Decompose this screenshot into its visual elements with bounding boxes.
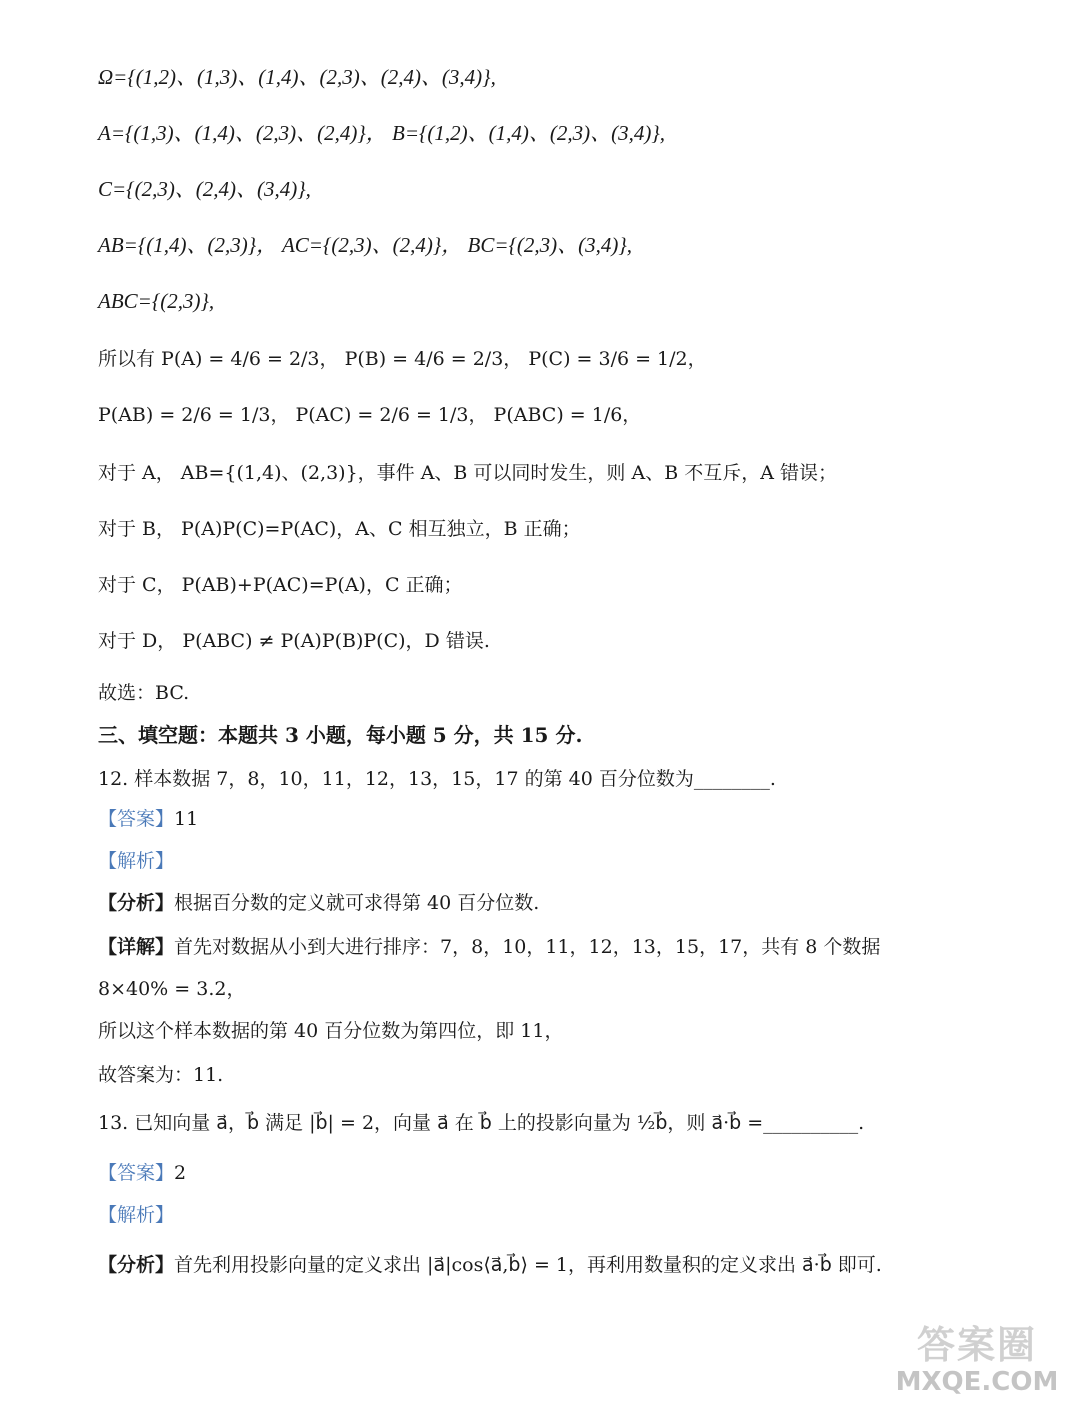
- q12-analysis-tag: 【解析】: [98, 850, 175, 872]
- sample-space-line: Ω={(1,2)、(1,3)、(1,4)、(2,3)、(2,4)、(3,4)},: [98, 65, 496, 89]
- q13-fenxi-row: [98, 1250, 1020, 1280]
- fenxi-text: 根据百分数的定义就可求得第 40 百分位数.: [174, 892, 540, 914]
- q12-final-answer: 故答案为：11.: [98, 1064, 224, 1086]
- watermark-domain: MXQE.COM: [895, 1367, 1059, 1397]
- option-a-line: 对于 A， AB={(1,4)、(2,3)}，事件 A、B 可以同时发生，则 A、B 不互斥，A 错误；: [98, 462, 837, 484]
- answer-tag: 【答案】: [98, 1162, 175, 1184]
- fenxi-tag: 【分析】: [98, 892, 175, 914]
- q12-fenxi-row: [98, 888, 1020, 918]
- answer-value: 2: [174, 1162, 187, 1184]
- q12-xiangjie-row: [98, 932, 1020, 962]
- question-13: 13. 已知向量 a⃗，b⃗ 满足 |b⃗| = 2，向量 a⃗ 在 b⃗ 上的投影向量为 ½b⃗，则 a⃗·b⃗ =__________.: [98, 1112, 865, 1134]
- watermark-logo-text: 答案圈: [916, 1323, 1037, 1367]
- choose-line: 故选：BC.: [98, 682, 190, 704]
- option-c-line: 对于 C， P(AB)+P(AC)=P(A)，C 正确；: [98, 574, 463, 596]
- answer-value: 11: [174, 808, 199, 830]
- site-watermark: [892, 1323, 1062, 1403]
- option-b-line: 对于 B， P(A)P(C)=P(AC)，A、C 相互独立，B 正确；: [98, 518, 581, 540]
- set-c-line: C={(2,3)、(2,4)、(3,4)},: [98, 177, 311, 201]
- q12-conclusion: 所以这个样本数据的第 40 百分位数为第四位，即 11，: [98, 1020, 564, 1042]
- abc-line: ABC={(2,3)},: [98, 289, 215, 313]
- probabilities-line-2: P(AB) = 2/6 = 1/3， P(AC) = 2/6 = 1/3， P(ABC) = 1/6，: [98, 404, 642, 426]
- answer-tag: 【答案】: [98, 808, 175, 830]
- q12-calculation: 8×40% = 3.2，: [98, 978, 246, 1000]
- fenxi-text: 首先利用投影向量的定义求出 |a⃗|cos⟨a⃗,b⃗⟩ = 1，再利用数量积的定义求出 a⃗·b⃗ 即可.: [174, 1254, 882, 1276]
- intersections-line: AB={(1,4)、(2,3)}， AC={(2,3)、(2,4)}， BC={(2,3)、(3,4)},: [98, 233, 633, 257]
- section-heading: 三、填空题：本题共 3 小题，每小题 5 分，共 15 分.: [98, 723, 583, 747]
- sets-a-b-line: A={(1,3)、(1,4)、(2,3)、(2,4)}， B={(1,2)、(1,4)、(2,3)、(3,4)},: [98, 121, 665, 145]
- xiangjie-tag: 【详解】: [98, 936, 175, 958]
- probabilities-line-1: 所以有 P(A) = 4/6 = 2/3， P(B) = 4/6 = 2/3， P(C) = 3/6 = 1/2，: [98, 348, 707, 370]
- question-12: 12. 样本数据 7，8，10，11，12，13，15，17 的第 40 百分位数为________.: [98, 768, 776, 790]
- q13-analysis-tag: 【解析】: [98, 1204, 175, 1226]
- fenxi-tag: 【分析】: [98, 1254, 175, 1276]
- option-d-line: 对于 D， P(ABC) ≠ P(A)P(B)P(C)，D 错误.: [98, 630, 490, 652]
- q13-answer-row: [98, 1158, 1020, 1188]
- xiangjie-text: 首先对数据从小到大进行排序：7，8，10，11，12，13，15，17，共有 8 个数据: [174, 936, 881, 958]
- q12-answer-row: [98, 804, 1020, 834]
